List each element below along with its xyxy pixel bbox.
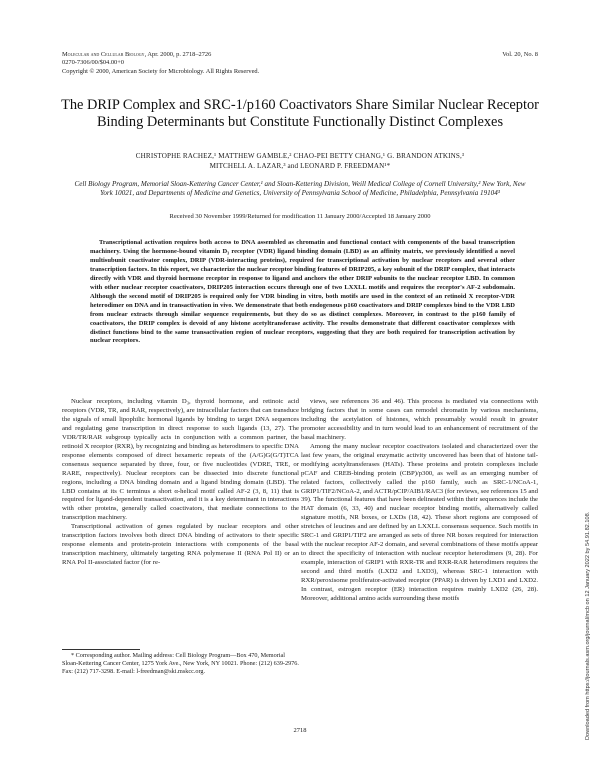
paragraph: Among the many nuclear receptor coactivators isolated and characterized over the last few years, the original enzymatic activity uncovered has been that of histone tail-modifying acetyltransferases (HATs). These proteins and protein complexes include pCAF and CREB-binding protein (CBP)/p300, as well as an emerging number of related factors, collectively called the p160 family, such as SRC-1/NCoA-1, GRIP1/TIF2/NCoA-2, and ACTR/pCIP/AIB1/RAC3 (for reviews, see references 15 and 39). The functional features that have been delineated within their sequences include the HAT domain (6, 33, 40) and nuclear receptor binding motifs, alternatively called signature motifs, NR boxes, or LXDs (18, 42). These short regions are composed of stretches of leucines and are defined by an LXXLL consensus sequence. Such motifs in SRC-1 and GRIP1/TIF2 are arranged as sets of three NR boxes required for interaction with the nuclear receptor AF-2 domain, and several combinations of these motifs appear to direct the specificity of interaction with nuclear receptor heterodimers (9, 28). For example, interaction of GRIP1 with RXR-TR and RXR-RAR heterodimers requires the second and third motifs (LXD2 and LXD3), whereas SRC-1 interaction with RXR/peroxisome proliferator-activated receptor (PPAR) is driven by LXD1 and LXD2. In contrast, estrogen receptor (ER) interaction requires mainly LXD2 (26, 28). Moreover, additional amino acids surrounding these motifs xyxy=(301,442,538,602)
paragraph: views, see references 36 and 46). This process is mediated via connections with bridging factors that in some cases can remodel chromatin by various mechanisms, including the acetylation of histones, which presumably would result in greater promoter accessibility and in turn would lead to an enhancement of recruitment of the basal machinery. xyxy=(301,398,538,441)
citation: , Apr. 2000, p. 2718–2726 xyxy=(144,51,212,58)
download-watermark: Downloaded from https://journals.asm.org/journal/mcb on 12 January 2022 by 54.91.82.108. xyxy=(585,511,591,740)
footnote: * Corresponding author. Mailing address: Cell Biology Program—Box 470, Memorial Sloan-Kettering Cancer Center, 1275 York Ave., New York, NY 10021. Phone: (212) 639-2976. Fax: (212) 717-3298. E-mail: l-freedman@ski.mskcc.org. xyxy=(62,652,299,676)
page-number: 2718 xyxy=(293,727,307,734)
body-column-right xyxy=(301,398,538,604)
issn-line: 0270-7306/00/$04.00+0 xyxy=(62,59,125,67)
journal-name: Molecular and Cellular Biology xyxy=(62,51,145,58)
received-dates: Received 30 November 1999/Returned for modification 11 January 2000/Accepted 18 January 2000 xyxy=(169,213,431,220)
paragraph: Transcriptional activation of genes regulated by nuclear receptors and other transcription factors involves both direct DNA binding of activators to their specific response elements and protein-protein interactions with components of the basal transcription machinery, ultimately targeting RNA polymerase II (RNA Pol II) or an RNA Pol II-associated factor (for re- xyxy=(62,523,299,567)
authors-line-1: CHRISTOPHE RACHEZ,¹ MATTHEW GAMBLE,² CHAO-PEI BETTY CHANG,¹ G. BRANDON ATKINS,³ xyxy=(135,152,465,160)
volume-info: Vol. 20, No. 8 xyxy=(502,51,538,58)
running-header xyxy=(62,51,362,76)
copyright-line: Copyright © 2000, American Society for Microbiology. All Rights Reserved. xyxy=(62,67,260,75)
footnote-divider xyxy=(62,649,140,650)
author-list xyxy=(50,152,550,171)
paragraph: Nuclear receptors, including vitamin D₃, thyroid hormone, and retinoic acid receptors (VDR, TR, and RAR, respectively), are intracellular factors that can transduce the signals of small lipophilic hormonal ligands by binding to target DNA sequences and regulating gene transcription in direct response to such ligands (13, 27). The VDR/TR/RAR subgroup typically acts in conjunction with a common partner, the retinoid X receptor (RXR), by recognizing and binding as heterodimers to specific DNA response elements composed of direct hexameric repeats of the (A/G)G(G/T)TCA consensus sequence separated by three, four, or five nucleotides (VDRE, TRE, or RARE, respectively). Nuclear receptors can be dissected into discrete functional regions, including a DNA binding domain and a ligand binding domain (LBD). The LBD contains at its C terminus a short α-helical motif called AF-2 (3, 8, 11) that is required for ligand-dependent transactivation, and it is a key determinant in interactions with other proteins, generally called coactivators, that mediate connections to the transcription machinery. xyxy=(62,398,299,522)
article-title: The DRIP Complex and SRC-1/p160 Coactivators Share Similar Nuclear Receptor Binding Determinants but Constitute Functionally Distinct Complexes xyxy=(61,97,539,131)
affiliations: Cell Biology Program, Memorial Sloan-Kettering Cancer Center,¹ and Sloan-Kettering Division, Weill Medical College of Cornell University,² New York, New York 10021, and Departments of Medicine and Genetics, University of Pennsylvania School of Medicine, Philadelphia, Pennsylvania 19104³ xyxy=(74,180,526,198)
body-column-left xyxy=(62,398,299,568)
abstract: Transcriptional activation requires both access to DNA assembled as chromatin and functional contact with components of the basal transcription machinery. Using the hormone-bound vitamin D₃ receptor (VDR) ligand binding domain (LBD) as an affinity matrix, we previously identified a novel multisubunit coactivator complex, DRIP (VDR-interacting proteins), required for transcriptional activation by nuclear receptors and several other transcription factors. In this report, we characterize the nuclear receptor binding features of DRIP205, a key subunit of the DRIP complex, that interacts directly with VDR and thyroid hormone receptor in response to ligand and anchors the other DRIP subunits to the nuclear receptor LBD. In common with other nuclear receptor coactivators, DRIP205 interaction occurs through one of two LXXLL motifs and requires the receptor's AF-2 subdomain. Although the second motif of DRIP205 is required only for VDR binding in vitro, both motifs are used in the context of an retinoid X receptor-VDR heterodimer on DNA and in transactivation in vivo. We demonstrate that both endogenous p160 coactivators and DRIP complexes bind to the VDR LBD from nuclear extracts through similar sequence requirements, but they do so as distinct complexes. Moreover, in contrast to the p160 family of coactivators, the DRIP complex is devoid of any histone acetyltransferase activity. The results demonstrate that different coactivator complexes with distinct functions bind to the same transactivation region of nuclear receptors, suggesting that they are both required for transcription activation by nuclear receptors. xyxy=(90,239,515,345)
authors-line-2: MITCHELL A. LAZAR,³ and LEONARD P. FREEDMAN¹* xyxy=(209,161,391,170)
